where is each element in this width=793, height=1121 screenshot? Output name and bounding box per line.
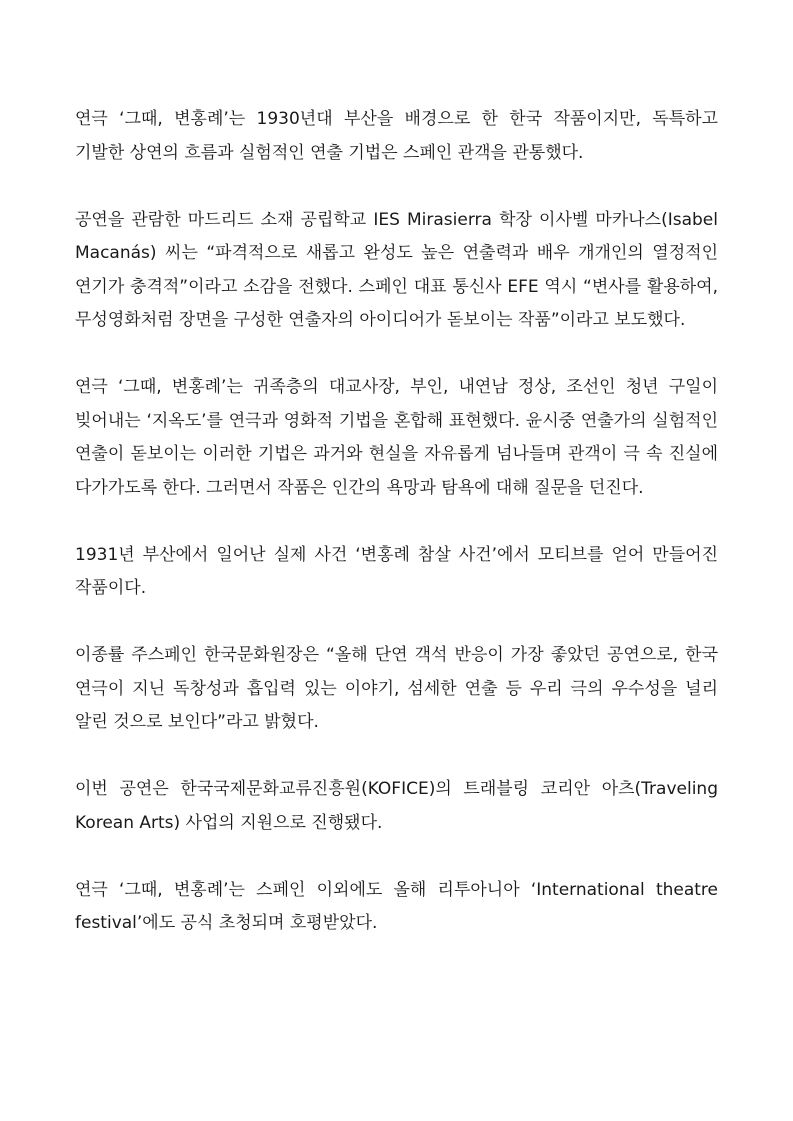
paragraph-director-quote: 이종률 주스페인 한국문화원장은 “올해 단연 객석 반응이 가장 좋았던 공연으로, 한국 연극이 지닌 독창성과 흡입력 있는 이야기, 섬세한 연출 등 우리 극의 우수성을 널리 알린 것으로 보인다”라고 밝혔다. (75, 645, 718, 732)
paragraph-motif: 1931년 부산에서 일어난 실제 사건 ‘변홍례 참살 사건’에서 모티브를 얻어 만들어진 작품이다. (75, 544, 718, 598)
paragraph-invitation: 연극 ‘그때, 변홍례’는 스페인 이외에도 올해 리투아니아 ‘International theatre festival’에도 공식 초청되며 호평받았다. (75, 879, 718, 933)
document-body (75, 103, 718, 941)
paragraph-support: 이번 공연은 한국국제문화교류진흥원(KOFICE)의 트래블링 코리안 아츠(Traveling Korean Arts) 사업의 지원으로 진행됐다. (75, 779, 718, 833)
paragraph-intro: 연극 ‘그때, 변홍례’는 1930년대 부산을 배경으로 한 한국 작품이지만, 독특하고 기발한 상연의 흐름과 실험적인 연출 기법은 스페인 관객을 관통했다. (75, 109, 718, 163)
paragraph-synopsis: 연극 ‘그때, 변홍례’는 귀족층의 대교사장, 부인, 내연남 정상, 조선인 청년 구일이 빚어내는 ‘지옥도’를 연극과 영화적 기법을 혼합해 표현했다. 윤시중 연출가의 실험적인 연출이 돋보이는 이러한 기법은 과거와 현실을 자유롭게 넘나들며 관객이 극 속 진실에 다가가도록 한다. 그러면서 작품은 인간의 욕망과 탐욕에 대해 질문을 던진다. (75, 377, 718, 498)
paragraph-audience-review: 공연을 관람한 마드리드 소재 공립학교 IES Mirasierra 학장 이사벨 마카나스(Isabel Macanás) 씨는 “파격적으로 새롭고 완성도 높은 연출력과 배우 개개인의 열정적인 연기가 충격적”이라고 소감을 전했다. 스페인 대표 통신사 EFE 역시 “변사를 활용하여, 무성영화처럼 장면을 구성한 연출자의 아이디어가 돋보이는 작품”이라고 보도했다. (75, 209, 718, 330)
